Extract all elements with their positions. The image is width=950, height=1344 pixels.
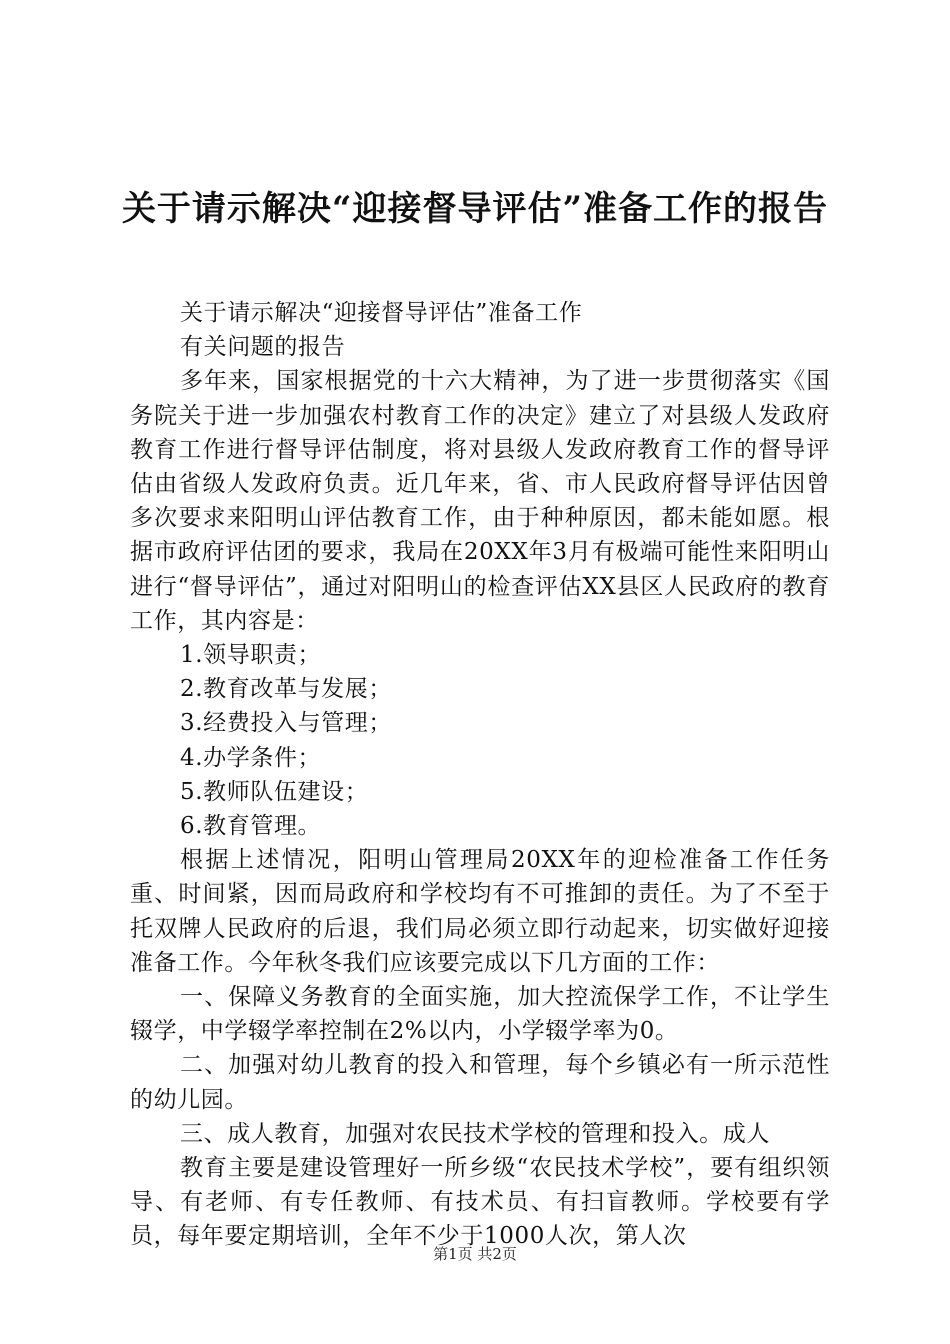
document-title: 关于请示解决“迎接督导评估”准备工作的报告 [121, 189, 829, 229]
paragraph-intro: 多年来，国家根据党的十六大精神，为了进一步贯彻落实《国务院关于进一步加强农村教育工作的决定》建立了对县级人发政府教育工作进行督导评估制度，将对县级人发政府教育工作的督导评估由省级人发政府负责。近几年来，省、市人民政府督导评估因曾多次要求来阳明山评估教育工作，由于种种原因，都未能如愿。根据市政府评估团的要求，我局在20XX年3月有极端可能性来阳明山进行“督导评估”，通过对阳明山的检查评估XX县区人民政府的教育工作，其内容是： [130, 368, 830, 634]
paragraph-subtitle-2: 有关问题的报告 [180, 334, 346, 361]
list-item: 4.办学条件； [180, 744, 322, 771]
list-item: 5.教师队伍建设； [180, 778, 369, 805]
list-item: 2.教育改革与发展； [180, 676, 392, 703]
paragraph-point-1: 一、保障义务教育的全面实施，加大控流保学工作，不让学生辍学，中学辍学率控制在2%以内，小学辍学率为0。 [130, 984, 830, 1045]
document-body [130, 296, 830, 1254]
paragraph-subtitle-1: 关于请示解决“迎接督导评估”准备工作 [180, 300, 583, 326]
paragraph-point-3: 三、成人教育，加强对农民技术学校的管理和投入。成人 [180, 1120, 770, 1147]
paragraph-point-3-detail: 教育主要是建设管理好一所乡级“农民技术学校”，要有组织领导、有老师、有专任教师、有技术员、有扫盲教师。学校要有学员，每年要定期培训，全年不少于1000人次，第人次 [130, 1155, 830, 1250]
list-item: 6.教育管理。 [180, 813, 322, 840]
paragraph-situation: 根据上述情况，阳明山管理局20XX年的迎检准备工作任务重、时间紧，因而局政府和学校均有不可推卸的责任。为了不至于托双牌人民政府的后退，我们局必须立即行动起来，切实做好迎接准备工作。今年秋冬我们应该要完成以下几方面的工作： [130, 847, 830, 976]
list-item: 1.领导职责； [180, 642, 322, 669]
paragraph-point-2: 二、加强对幼儿教育的投入和管理，每个乡镇必有一所示范性的幼儿园。 [130, 1052, 830, 1113]
list-item: 3.经费投入与管理； [180, 710, 392, 737]
page-footer: 第1页 共2页 [433, 1245, 517, 1263]
